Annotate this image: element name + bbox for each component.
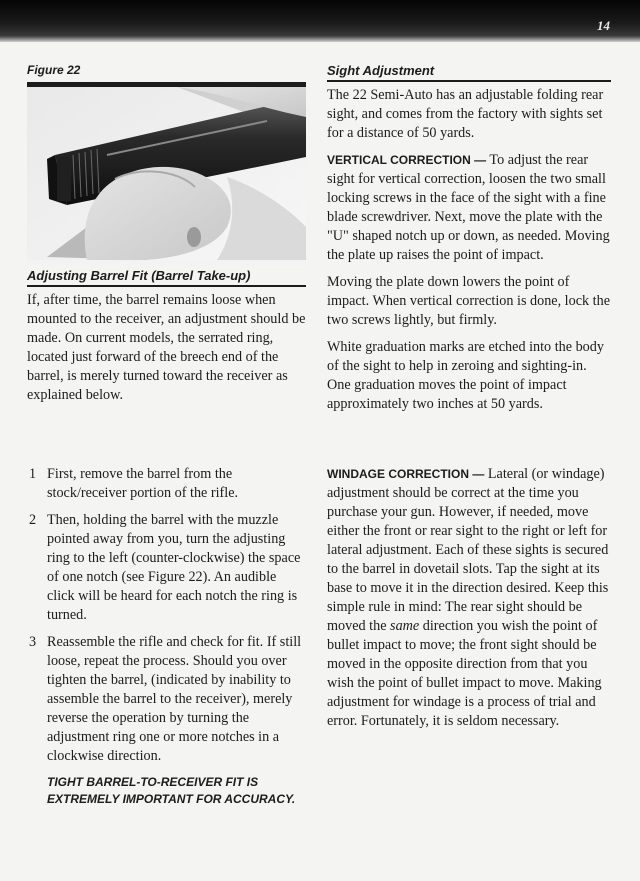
step-number: 1: [29, 466, 37, 482]
sight-adjustment-heading: Sight Adjustment: [327, 63, 611, 82]
windage-correction-lead: WINDAGE CORRECTION —: [327, 467, 485, 481]
right-column: [327, 63, 611, 414]
steps-list: [27, 465, 306, 766]
barrel-fit-heading: Adjusting Barrel Fit (Barrel Take-up): [27, 268, 306, 287]
steps-section: [27, 465, 306, 808]
sight-intro-paragraph: The 22 Semi-Auto has an adjustable folding rear sight, and comes from the factory with sights set for a distance of 50 yards.: [327, 87, 604, 141]
windage-correction-paragraph: [327, 465, 611, 731]
barrel-fit-paragraph: If, after time, the barrel remains loose when mounted to the receiver, an adjustment should be made. On current models, the serrated ring, located just forward of the breech end of the barrel, is merely turned toward the receiver as explained below.: [27, 292, 306, 403]
figure-caption: Figure 22: [27, 63, 81, 77]
barrel-hand-illustration: [27, 87, 306, 260]
page-number: 14: [597, 18, 610, 33]
left-column: [27, 63, 306, 77]
warning-line-2: EXTREMELY IMPORTANT FOR ACCURACY.: [47, 792, 296, 806]
page-header-bar: [0, 0, 640, 42]
windage-emphasis: same: [390, 618, 420, 634]
step-text: Then, holding the barrel with the muzzle pointed away from you, turn the adjusting ring to the left (counter-clockwise) the space of one notch (see Figure 22). An audible click will be heard for each notch the ring is turned.: [47, 512, 301, 623]
accuracy-warning: [27, 774, 306, 808]
windage-text-b: direction you wish the point of bullet impact to move; the front sight should be moved in the opposite direction from that you wish the point of bullet impact to move. Making adjustment for windage is a process of trial and error. Fortunately, it is seldom necessary.: [327, 618, 602, 729]
graduation-paragraph: White graduation marks are etched into the body of the sight to help in zeroing and sighting-in. One graduation moves the point of impact approximately two inches at 50 yards.: [327, 339, 604, 412]
warning-line-1: TIGHT BARREL-TO-RECEIVER FIT IS: [47, 775, 259, 789]
step-item: [27, 511, 306, 625]
step-number: 3: [29, 634, 37, 650]
step-text: Reassemble the rifle and check for fit. If still loose, repeat the process. Should you over tighten the barrel, (indicated by inability to assemble the barrel to the receiver), merely reverse the operation by turning the adjustment ring one or more notches in a clockwise direction.: [47, 634, 302, 764]
step-text: First, remove the barrel from the stock/receiver portion of the rifle.: [47, 466, 239, 501]
windage-text-a: Lateral (or windage) adjustment should be correct at the time you purchase your gun. However, if needed, move either the front or rear sight to the right or left for lateral adjustment. Each of these sights is secured to the barrel in dovetail slots. Tap the sight at its base to move it in the direction desired. Keep this simple rule in mind: The rear sight should be moved the: [327, 466, 609, 634]
vertical-correction-lead: VERTICAL CORRECTION —: [327, 153, 487, 167]
windage-section: [327, 465, 611, 731]
step-item: [27, 633, 306, 766]
vertical-correction-paragraph-2: Moving the plate down lowers the point of impact. When vertical correction is done, lock the two screws lightly, but firmly.: [327, 274, 610, 328]
step-number: 2: [29, 512, 37, 528]
step-item: [27, 465, 306, 503]
figure-22-photo: [27, 82, 306, 265]
left-column-text: [27, 268, 306, 405]
vertical-correction-paragraph: [327, 151, 611, 265]
vertical-correction-text: To adjust the rear sight for vertical correction, loosen the two small locking screws in the face of the sight with a fine blade screwdriver. Next, move the plate with the "U" shaped notch up or down, as needed. Moving the plate up raises the point of impact.: [327, 152, 610, 263]
